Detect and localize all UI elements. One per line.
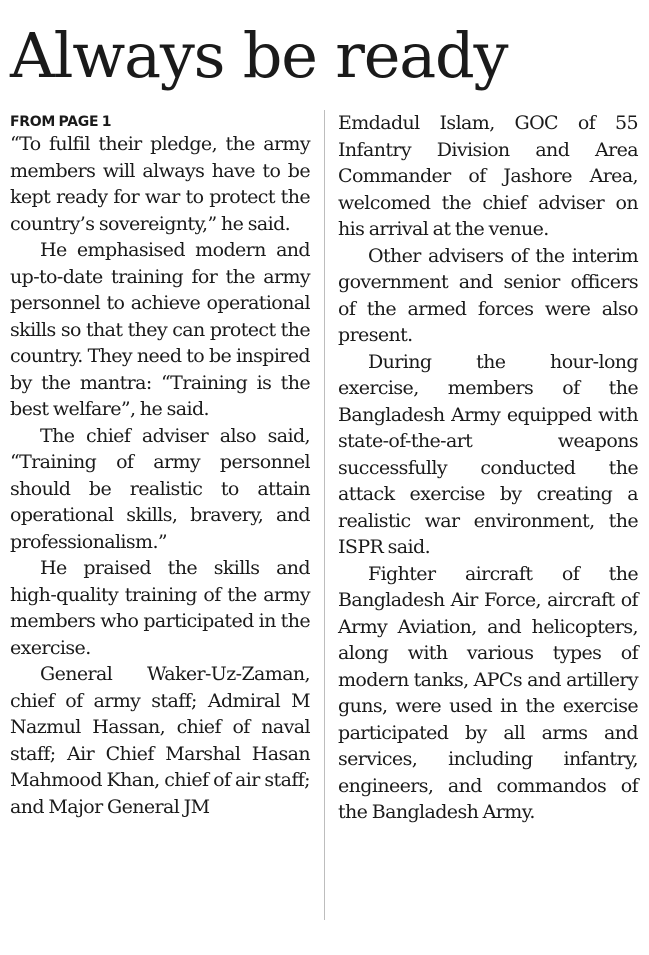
article-column-left: [10, 110, 310, 820]
continuation-kicker: FROM PAGE 1: [10, 114, 112, 130]
headline: Always be ready: [10, 19, 508, 92]
paragraph: Emdadul Islam, GOC of 55 Infantry Division and Area Commander of Jashore Area, welcomed the chief adviser on his arrival at the venue.: [338, 112, 638, 240]
paragraph: Fighter aircraft of the Bangladesh Air Force, aircraft of Army Aviation, and helicopters, along with various types of modern tanks, APCs and artillery guns, were used in the exercise participated by all arms and services, including infantry, engineers, and commandos of the Bangladesh Army.: [338, 562, 638, 823]
paragraph: Other advisers of the interim government and senior officers of the armed forces were also present.: [338, 244, 638, 346]
paragraph: He praised the skills and high-quality training of the army members who participated in the exercise.: [10, 557, 310, 659]
paragraph: “To fulfil their pledge, the army members will always have to be kept ready for war to protect the country’s sovereignty,” he said.: [10, 133, 310, 235]
article-column-right: [338, 110, 638, 826]
paragraph: General Waker-Uz-Zaman, chief of army staff; Admiral M Nazmul Hassan, chief of naval staff; Air Chief Marshal Hasan Mahmood Khan, chief of air staff; and Major General JM: [10, 663, 310, 818]
paragraph: During the hour-long exercise, members of the Bangladesh Army equipped with state-of-the-art weapons successfully conducted the attack exercise by creating a realistic war environment, the ISPR said.: [338, 350, 638, 558]
paragraph: The chief adviser also said, “Training of army personnel should be realistic to attain operational skills, bravery, and professionalism.”: [10, 424, 310, 553]
paragraph: He emphasised modern and up-to-date training for the army personnel to achieve operational skills so that they can protect the country. They need to be inspired by the mantra: “Training is the best welfare”, he said.: [10, 239, 310, 420]
column-divider: [324, 110, 325, 920]
